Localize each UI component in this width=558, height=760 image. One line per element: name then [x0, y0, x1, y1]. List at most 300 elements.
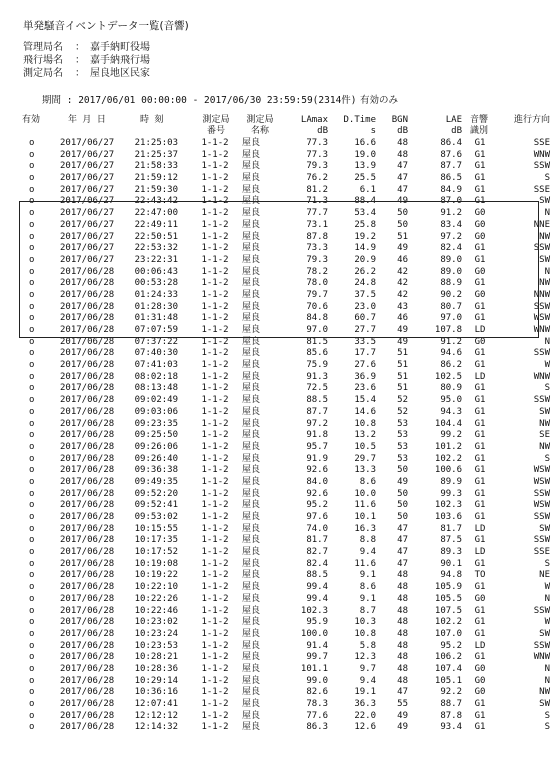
cell-lamax: 73.1 [306, 219, 328, 230]
cell-sound-id: G1 [474, 184, 486, 195]
cell-bgn: 48 [397, 593, 408, 604]
cell-direction: WNW [533, 149, 550, 160]
cell-time: 01:28:30 [134, 301, 178, 312]
cell-date: 2017/06/28 [60, 488, 115, 499]
cell-lamax: 77.6 [306, 710, 328, 721]
cell-valid: o [29, 278, 35, 289]
cell-station-no: 1-1-2 [201, 687, 229, 698]
cell-time: 21:59:12 [134, 173, 178, 184]
cell-sound-id: G0 [474, 336, 486, 347]
cell-station-name: 屋良 [242, 301, 261, 312]
cell-lae: 94.6 [440, 348, 462, 359]
table-row [0, 629, 558, 641]
cell-station-name: 屋良 [242, 628, 261, 639]
cell-bgn: 42 [397, 266, 408, 277]
header-dtime-line1: D.Time [343, 115, 376, 125]
cell-bgn: 48 [397, 582, 408, 593]
cell-date: 2017/06/28 [60, 535, 115, 546]
cell-direction: NW [539, 278, 550, 289]
cell-bgn: 46 [397, 313, 408, 324]
cell-direction: SW [539, 523, 550, 534]
cell-station-name: 屋良 [242, 371, 261, 382]
table-row [0, 442, 558, 454]
cell-lae: 105.1 [434, 675, 462, 686]
cell-time: 10:28:36 [134, 663, 178, 674]
cell-direction: N [544, 675, 550, 686]
cell-time: 10:22:26 [134, 593, 178, 604]
cell-sound-id: G1 [474, 161, 486, 172]
cell-bgn: 47 [397, 184, 408, 195]
header-dtime [336, 115, 376, 137]
cell-bgn: 48 [397, 570, 408, 581]
cell-duration: 8.8 [359, 535, 376, 546]
cell-duration: 20.9 [354, 254, 376, 265]
cell-station-no: 1-1-2 [201, 430, 229, 441]
cell-bgn: 42 [397, 278, 408, 289]
header-station-name [240, 115, 280, 137]
cell-bgn: 50 [397, 208, 408, 219]
cell-date: 2017/06/28 [60, 371, 115, 382]
cell-lae: 80.9 [440, 383, 462, 394]
cell-date: 2017/06/28 [60, 395, 115, 406]
cell-station-name: 屋良 [242, 173, 261, 184]
header-station-name-line2: 名称 [250, 126, 269, 136]
info-value: ： 嘉手納町役場 [75, 42, 150, 53]
cell-bgn: 50 [397, 465, 408, 476]
cell-lae: 83.4 [440, 219, 462, 230]
cell-bgn: 43 [397, 301, 408, 312]
cell-duration: 16.6 [354, 138, 376, 148]
cell-valid: o [29, 406, 35, 417]
cell-bgn: 51 [397, 383, 408, 394]
cell-direction: SW [539, 699, 550, 709]
cell-lae: 99.2 [440, 430, 462, 441]
cell-duration: 11.6 [354, 500, 376, 511]
cell-duration: 23.0 [354, 301, 376, 312]
cell-sound-id: LD [474, 640, 486, 651]
cell-direction: S [544, 173, 550, 184]
cell-bgn: 48 [397, 617, 408, 628]
cell-lae: 80.7 [440, 301, 462, 312]
cell-duration: 37.5 [354, 289, 376, 300]
cell-time: 09:49:35 [134, 476, 178, 487]
cell-lamax: 97.0 [306, 325, 328, 335]
table-row [0, 161, 558, 173]
cell-sound-id: LD [474, 547, 486, 558]
cell-valid: o [29, 535, 35, 546]
cell-station-name: 屋良 [242, 430, 261, 441]
cell-lae: 102.3 [434, 500, 462, 511]
cell-valid: o [29, 196, 35, 207]
cell-time: 09:36:38 [134, 465, 178, 476]
header-date: 年 月 日 [68, 115, 106, 125]
table-row [0, 500, 558, 512]
cell-bgn: 50 [397, 512, 408, 522]
cell-date: 2017/06/28 [60, 687, 115, 698]
cell-lae: 94.8 [440, 570, 462, 581]
cell-lae: 88.9 [440, 278, 462, 289]
cell-date: 2017/06/27 [60, 208, 115, 219]
cell-sound-id: G1 [474, 617, 486, 628]
cell-date: 2017/06/28 [60, 663, 115, 674]
cell-station-name: 屋良 [242, 325, 261, 335]
cell-station-name: 屋良 [242, 675, 261, 686]
cell-direction: NNW [533, 289, 550, 300]
period-label: 期間 : [42, 95, 73, 106]
cell-station-name: 屋良 [242, 605, 261, 616]
cell-station-name: 屋良 [242, 652, 261, 663]
cell-lae: 89.0 [440, 254, 462, 265]
cell-date: 2017/06/28 [60, 652, 115, 663]
cell-valid: o [29, 348, 35, 359]
info-value: ： 嘉手納飛行場 [75, 55, 150, 66]
table-row [0, 606, 558, 618]
cell-station-no: 1-1-2 [201, 336, 229, 347]
cell-station-no: 1-1-2 [201, 219, 229, 230]
cell-lamax: 88.5 [306, 395, 328, 406]
cell-station-name: 屋良 [242, 710, 261, 721]
cell-time: 09:03:06 [134, 406, 178, 417]
cell-sound-id: G0 [474, 663, 486, 674]
cell-bgn: 51 [397, 360, 408, 371]
cell-direction: SSW [533, 605, 550, 616]
cell-valid: o [29, 476, 35, 487]
cell-valid: o [29, 430, 35, 441]
cell-station-name: 屋良 [242, 219, 261, 230]
cell-station-name: 屋良 [242, 570, 261, 581]
cell-date: 2017/06/28 [60, 406, 115, 417]
cell-sound-id: G1 [474, 628, 486, 639]
table-row [0, 430, 558, 442]
cell-sound-id: G1 [474, 476, 486, 487]
cell-station-name: 屋良 [242, 476, 261, 487]
cell-station-name: 屋良 [242, 547, 261, 558]
cell-date: 2017/06/28 [60, 523, 115, 534]
cell-lamax: 82.6 [306, 687, 328, 698]
cell-time: 01:24:33 [134, 289, 178, 300]
cell-lamax: 95.7 [306, 441, 328, 452]
table-row [0, 337, 558, 349]
cell-duration: 33.5 [354, 336, 376, 347]
cell-station-name: 屋良 [242, 360, 261, 371]
table-row [0, 372, 558, 384]
cell-station-name: 屋良 [242, 663, 261, 674]
cell-lamax: 82.4 [306, 558, 328, 569]
cell-bgn: 53 [397, 441, 408, 452]
cell-time: 21:25:37 [134, 149, 178, 160]
cell-direction: NNE [533, 219, 550, 230]
cell-station-name: 屋良 [242, 395, 261, 406]
cell-lamax: 81.7 [306, 535, 328, 546]
cell-lae: 107.0 [434, 628, 462, 639]
cell-bgn: 47 [397, 173, 408, 184]
cell-station-name: 屋良 [242, 465, 261, 476]
cell-direction: NW [539, 231, 550, 242]
table-row [0, 711, 558, 723]
cell-station-no: 1-1-2 [201, 371, 229, 382]
cell-direction: SE [539, 430, 550, 441]
cell-station-no: 1-1-2 [201, 512, 229, 522]
cell-time: 00:06:43 [134, 266, 178, 277]
cell-bgn: 47 [397, 558, 408, 569]
cell-lae: 97.2 [440, 231, 462, 242]
header-station-no-line1: 測定局 [202, 115, 230, 125]
cell-time: 10:15:55 [134, 523, 178, 534]
cell-duration: 14.6 [354, 406, 376, 417]
cell-time: 22:43:42 [134, 196, 178, 207]
cell-station-no: 1-1-2 [201, 593, 229, 604]
cell-direction: N [544, 593, 550, 604]
header-lae [430, 115, 462, 137]
cell-lamax: 85.6 [306, 348, 328, 359]
cell-bgn: 47 [397, 523, 408, 534]
cell-station-no: 1-1-2 [201, 348, 229, 359]
cell-lamax: 102.3 [300, 605, 328, 616]
cell-direction: WNW [533, 371, 550, 382]
cell-sound-id: G0 [474, 289, 486, 300]
header-lae-line1: LAE [445, 115, 462, 125]
cell-lae: 87.5 [440, 535, 462, 546]
cell-station-no: 1-1-2 [201, 652, 229, 663]
cell-station-no: 1-1-2 [201, 301, 229, 312]
cell-duration: 9.1 [359, 570, 376, 581]
cell-bgn: 49 [397, 710, 408, 721]
cell-station-no: 1-1-2 [201, 418, 229, 429]
cell-sound-id: G0 [474, 219, 486, 230]
cell-lae: 90.1 [440, 558, 462, 569]
cell-station-no: 1-1-2 [201, 570, 229, 581]
cell-lamax: 99.4 [306, 593, 328, 604]
cell-bgn: 47 [397, 687, 408, 698]
cell-lamax: 91.3 [306, 371, 328, 382]
info-label: 管理局名 [23, 42, 63, 53]
cell-direction: SSW [533, 535, 550, 546]
cell-valid: o [29, 301, 35, 312]
cell-date: 2017/06/28 [60, 301, 115, 312]
cell-duration: 24.8 [354, 278, 376, 289]
cell-lamax: 100.0 [300, 628, 328, 639]
cell-date: 2017/06/28 [60, 383, 115, 394]
cell-duration: 27.7 [354, 325, 376, 335]
cell-lamax: 91.4 [306, 640, 328, 651]
cell-lae: 102.2 [434, 453, 462, 464]
cell-lamax: 79.7 [306, 289, 328, 300]
info-management-station [23, 41, 150, 54]
cell-sound-id: G0 [474, 675, 486, 686]
cell-lae: 86.4 [440, 138, 462, 148]
cell-valid: o [29, 313, 35, 324]
cell-sound-id: G1 [474, 383, 486, 394]
cell-valid: o [29, 325, 35, 335]
cell-station-name: 屋良 [242, 535, 261, 546]
cell-lae: 89.9 [440, 476, 462, 487]
cell-sound-id: G0 [474, 687, 486, 698]
cell-date: 2017/06/27 [60, 231, 115, 242]
cell-duration: 25.8 [354, 219, 376, 230]
cell-sound-id: G1 [474, 710, 486, 721]
cell-date: 2017/06/28 [60, 582, 115, 593]
cell-duration: 9.7 [359, 663, 376, 674]
cell-time: 07:37:22 [134, 336, 178, 347]
cell-lae: 84.9 [440, 184, 462, 195]
cell-sound-id: G0 [474, 208, 486, 219]
cell-time: 12:12:12 [134, 710, 178, 721]
cell-date: 2017/06/28 [60, 617, 115, 628]
cell-valid: o [29, 582, 35, 593]
cell-time: 10:23:02 [134, 617, 178, 628]
cell-station-no: 1-1-2 [201, 395, 229, 406]
cell-lae: 93.4 [440, 722, 462, 733]
cell-direction: WNW [533, 325, 550, 335]
cell-time: 07:40:30 [134, 348, 178, 359]
cell-lae: 89.0 [440, 266, 462, 277]
cell-lae: 87.6 [440, 149, 462, 160]
cell-station-no: 1-1-2 [201, 441, 229, 452]
cell-lae: 86.5 [440, 173, 462, 184]
cell-duration: 27.6 [354, 360, 376, 371]
cell-lamax: 73.3 [306, 243, 328, 254]
cell-lae: 82.4 [440, 243, 462, 254]
cell-date: 2017/06/27 [60, 219, 115, 230]
table-row [0, 559, 558, 571]
cell-lae: 104.4 [434, 418, 462, 429]
cell-station-name: 屋良 [242, 418, 261, 429]
cell-direction: WSW [533, 500, 550, 511]
cell-duration: 22.0 [354, 710, 376, 721]
cell-bgn: 46 [397, 254, 408, 265]
cell-direction: SSW [533, 488, 550, 499]
cell-sound-id: G1 [474, 582, 486, 593]
cell-valid: o [29, 243, 35, 254]
cell-sound-id: G1 [474, 418, 486, 429]
cell-duration: 9.4 [359, 675, 376, 686]
cell-bgn: 47 [397, 535, 408, 546]
cell-lamax: 87.7 [306, 406, 328, 417]
cell-date: 2017/06/28 [60, 266, 115, 277]
cell-duration: 14.9 [354, 243, 376, 254]
cell-duration: 10.3 [354, 617, 376, 628]
cell-duration: 8.6 [359, 476, 376, 487]
cell-station-name: 屋良 [242, 278, 261, 289]
cell-lae: 95.2 [440, 640, 462, 651]
cell-station-no: 1-1-2 [201, 313, 229, 324]
cell-duration: 36.9 [354, 371, 376, 382]
cell-lamax: 74.0 [306, 523, 328, 534]
cell-valid: o [29, 360, 35, 371]
cell-date: 2017/06/28 [60, 628, 115, 639]
cell-time: 00:53:28 [134, 278, 178, 289]
cell-lae: 99.3 [440, 488, 462, 499]
cell-station-no: 1-1-2 [201, 465, 229, 476]
cell-direction: S [544, 383, 550, 394]
cell-bgn: 49 [397, 196, 408, 207]
cell-lamax: 72.5 [306, 383, 328, 394]
cell-time: 10:23:24 [134, 628, 178, 639]
cell-sound-id: G1 [474, 360, 486, 371]
cell-valid: o [29, 687, 35, 698]
cell-station-name: 屋良 [242, 406, 261, 417]
cell-station-no: 1-1-2 [201, 640, 229, 651]
cell-sound-id: G1 [474, 512, 486, 522]
cell-time: 01:31:48 [134, 313, 178, 324]
cell-valid: o [29, 663, 35, 674]
cell-station-no: 1-1-2 [201, 138, 229, 148]
cell-lae: 87.8 [440, 710, 462, 721]
cell-bgn: 50 [397, 488, 408, 499]
cell-lamax: 70.6 [306, 301, 328, 312]
cell-station-no: 1-1-2 [201, 488, 229, 499]
cell-lae: 89.3 [440, 547, 462, 558]
cell-lae: 86.2 [440, 360, 462, 371]
cell-lamax: 87.8 [306, 231, 328, 242]
cell-duration: 9.1 [359, 593, 376, 604]
cell-valid: o [29, 161, 35, 172]
cell-bgn: 50 [397, 500, 408, 511]
cell-station-name: 屋良 [242, 289, 261, 300]
cell-duration: 16.3 [354, 523, 376, 534]
cell-bgn: 50 [397, 219, 408, 230]
cell-station-name: 屋良 [242, 231, 261, 242]
cell-date: 2017/06/28 [60, 476, 115, 487]
cell-lae: 91.2 [440, 208, 462, 219]
cell-lae: 107.4 [434, 663, 462, 674]
cell-valid: o [29, 149, 35, 160]
cell-direction: NW [539, 418, 550, 429]
cell-lamax: 86.3 [306, 722, 328, 733]
cell-duration: 12.3 [354, 652, 376, 663]
cell-sound-id: G1 [474, 699, 486, 709]
cell-lae: 95.0 [440, 395, 462, 406]
cell-station-no: 1-1-2 [201, 500, 229, 511]
cell-lae: 107.5 [434, 605, 462, 616]
header-valid: 有効 [22, 115, 41, 125]
cell-sound-id: G1 [474, 535, 486, 546]
cell-duration: 9.4 [359, 547, 376, 558]
cell-direction: SW [539, 254, 550, 265]
cell-duration: 10.5 [354, 441, 376, 452]
cell-duration: 10.0 [354, 488, 376, 499]
cell-station-name: 屋良 [242, 161, 261, 172]
cell-bgn: 47 [397, 161, 408, 172]
cell-time: 22:47:00 [134, 208, 178, 219]
table-row [0, 407, 558, 419]
cell-duration: 13.3 [354, 465, 376, 476]
cell-bgn: 48 [397, 605, 408, 616]
info-label: 飛行場名 [23, 55, 63, 66]
cell-station-name: 屋良 [242, 687, 261, 698]
cell-time: 21:58:33 [134, 161, 178, 172]
cell-date: 2017/06/27 [60, 138, 115, 148]
cell-valid: o [29, 640, 35, 651]
cell-lamax: 84.0 [306, 476, 328, 487]
cell-time: 22:50:51 [134, 231, 178, 242]
cell-valid: o [29, 289, 35, 300]
cell-sound-id: G1 [474, 313, 486, 324]
cell-time: 21:59:30 [134, 184, 178, 195]
cell-sound-id: G1 [474, 173, 486, 184]
cell-bgn: 49 [397, 325, 408, 335]
cell-time: 10:22:46 [134, 605, 178, 616]
cell-station-no: 1-1-2 [201, 406, 229, 417]
cell-station-no: 1-1-2 [201, 383, 229, 394]
cell-sound-id: G1 [474, 441, 486, 452]
cell-station-name: 屋良 [242, 336, 261, 347]
cell-lamax: 81.2 [306, 184, 328, 195]
cell-lamax: 77.3 [306, 138, 328, 148]
cell-station-no: 1-1-2 [201, 675, 229, 686]
header-bgn [388, 115, 408, 137]
cell-time: 10:17:52 [134, 547, 178, 558]
